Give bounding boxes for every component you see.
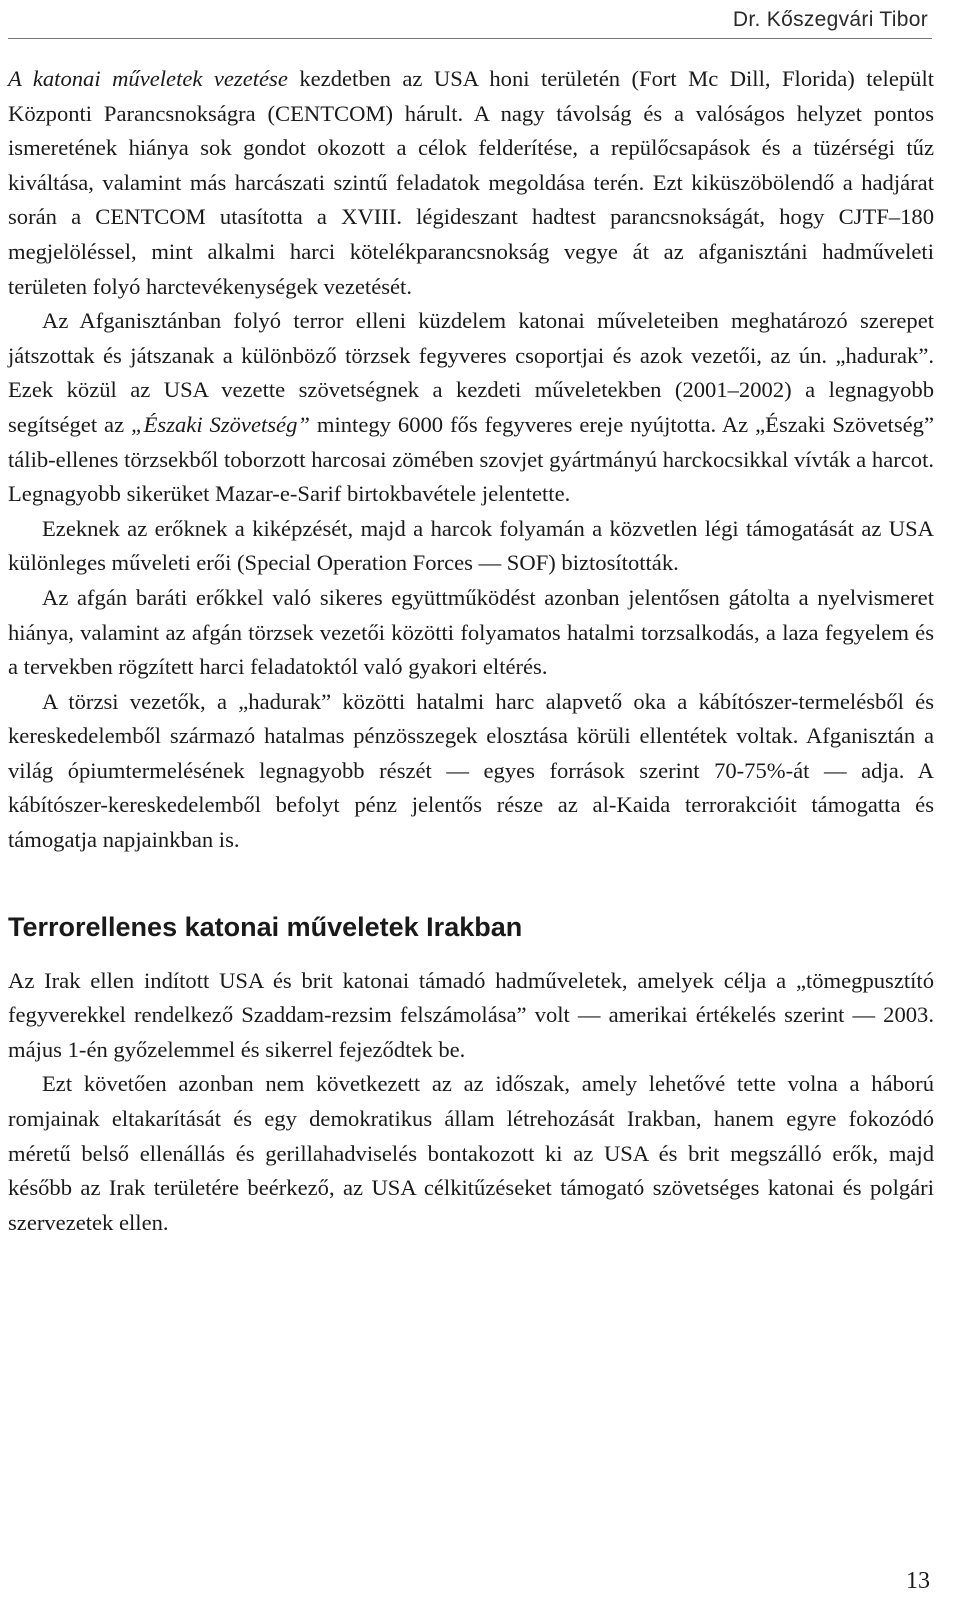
running-title: Dr. Kőszegvári Tibor: [732, 8, 928, 31]
paragraph-1-text: kezdetben az USA honi területén (Fort Mc Dill, Florida) települt Központi Parancsnokságra (CENTCOM) hárult. A nagy távolság és a valóságos helyzet pontos ismeretének hiánya sok gondot okozott a célok felderítése, a repülőcsapások és a tüzérségi tűz kiváltása, valamint más harcászati szintű feladatok megoldása terén. Ezt kiküszöbölendő a hadjárat során a CENTCOM utasította a XVIII. légideszant hadtest parancsnokságát, hogy CJTF–180 megjelöléssel, mint alkalmi harci kötelékparancsnokság vegye át az afganisztáni hadműveleti területen folyó harctevékenységek vezetését.: [8, 66, 934, 299]
paragraph-1-italic-lead: A katonai műveletek vezetése: [8, 66, 288, 91]
paragraph-1: [8, 62, 934, 304]
paragraph-3: Ezeknek az erőknek a kiképzését, majd a harcok folyamán a közvetlen légi támogatását az USA különleges műveleti erői (Special Operation Forces — SOF) biztosították.: [8, 515, 934, 576]
paragraph-2-italic-term: „Északi Szövetség”: [131, 411, 310, 437]
page-number: 13: [906, 1568, 930, 1594]
running-header: [0, 0, 960, 46]
paragraph-2-text-after: mintegy 6000 fős fegyveres ereje nyújtotta. Az „Északi Szövetség” tálib-ellenes törzsekből toborzott harcosai zömében szovjet gyártmányú harckocsikkal vívták a harcot. Legnagyobb sikerüket Mazar-e-Sarif birtokbavétele jelentette.: [8, 411, 934, 507]
paragraph-2: [8, 304, 934, 512]
header-rule: [8, 38, 932, 39]
section-paragraph-2: Ezt követően azonban nem következett az az időszak, amely lehetővé tette volna a háború romjainak eltakarítását és egy demokratikus állam létrehozását Irakban, hanem egyre fokozódó méretű belső ellenállás és gerillahadviselés bontakozott ki az USA és brit megszálló erők, majd később az Irak területére beérkező, az USA célkitűzéseket támogató szövetséges katonai és polgári szervezetek ellen.: [8, 1071, 934, 1235]
page-body: [8, 62, 934, 1240]
paragraph-4: Az afgán baráti erőkkel való sikeres együttműködést azonban jelentősen gátolta a nyelvismeret hiánya, valamint az afgán törzsek vezetői közötti folyamatos hatalmi torzsalkodás, a laza fegyelem és a tervekben rögzített harci feladatoktól való gyakori eltérés.: [8, 584, 934, 680]
paragraph-2-text-before: Az Afganisztánban folyó terror elleni küzdelem katonai műveleteiben meghatározó szerepet játszottak és játszanak a különböző törzsek fegyveres csoportjai és azok vezetői, az ún. „hadurak”. Ezek közül az USA vezette szövetségnek a kezdeti műveletekben (2001–2002) a legnagyobb segítséget az: [8, 308, 934, 437]
section-heading: Terrorellenes katonai műveletek Irakban: [8, 911, 523, 942]
paragraph-5: A törzsi vezetők, a „hadurak” közötti hatalmi harc alapvető oka a kábítószer-termelésből és kereskedelemből származó hatalmas pénzösszegek elosztása körüli ellentétek voltak. Afganisztán a világ ópiumtermelésének legnagyobb részét — egyes források szerint 70-75%-át — adja. A kábítószer-kereskedelemből befolyt pénz jelentős része az al-Kaida terrorakcióit támogatta és támogatja napjainkban is.: [8, 688, 934, 853]
section-paragraph-1: Az Irak ellen indított USA és brit katonai támadó hadműveletek, amelyek célja a „tömegpusztító fegyverekkel rendelkező Szaddam-rezsim felszámolása” volt — amerikai értékelés szerint — 2003. május 1-én győzelemmel és sikerrel fejeződtek be.: [8, 967, 934, 1062]
